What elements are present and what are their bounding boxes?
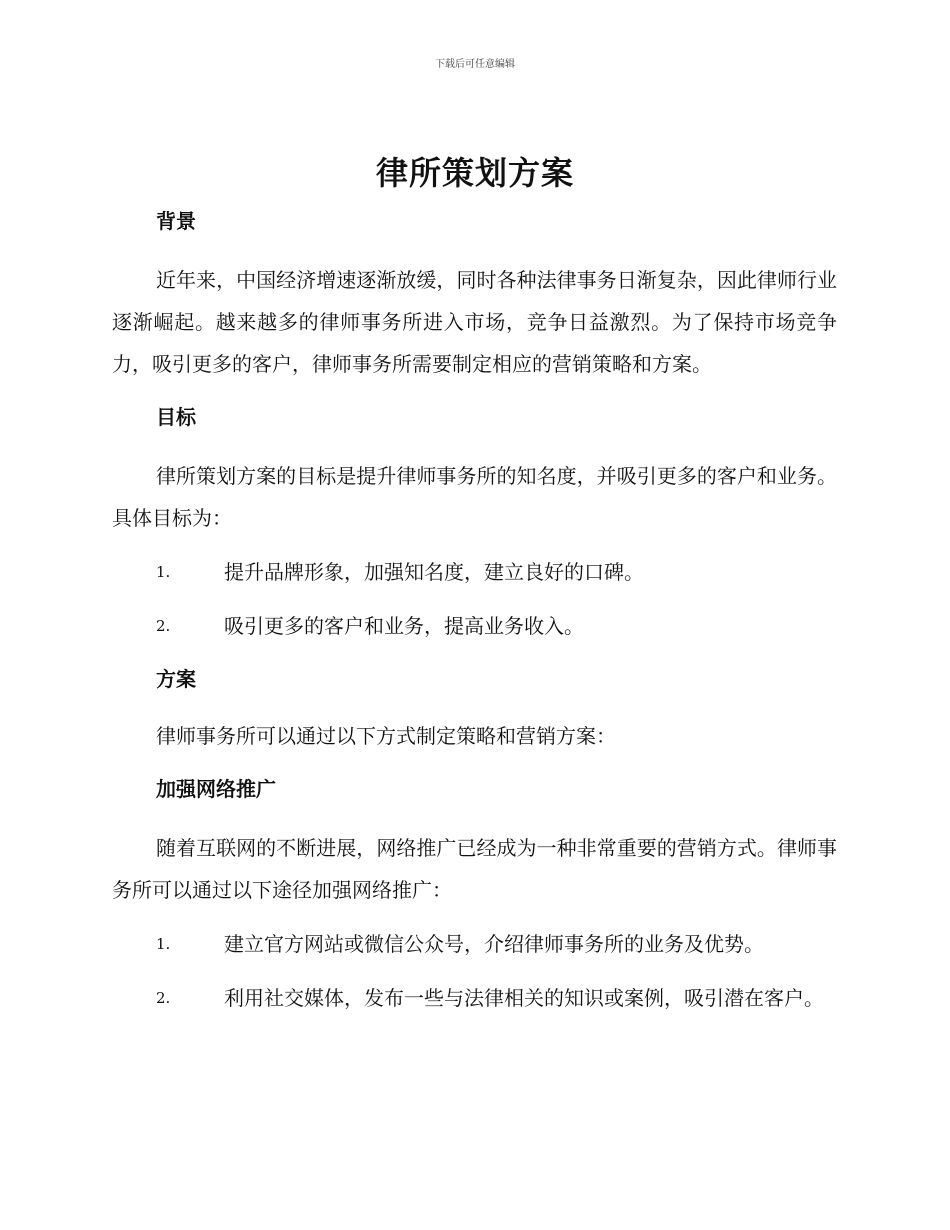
- list-item: [112, 923, 837, 965]
- paragraph-background: 近年来，中国经济增速逐渐放缓，同时各种法律事务日渐复杂，因此律师行业逐渐崛起。越来越多的律师事务所进入市场，竞争日益激烈。为了保持市场竞争力，吸引更多的客户，律师事务所需要制定相应的营销策略和方案。: [112, 268, 837, 376]
- document-body: [112, 205, 837, 1019]
- paragraph-goal: 律所策划方案的目标是提升律师事务所的知名度，并吸引更多的客户和业务。具体目标为：: [112, 464, 837, 530]
- list-item-number: 1.: [156, 563, 171, 581]
- list-item-text: 利用社交媒体，发布一些与法律相关的知识或案例，吸引潜在客户。: [224, 986, 824, 1010]
- section-heading-plan: 方案: [156, 667, 196, 691]
- list-item-text: 建立官方网站或微信公众号，介绍律师事务所的业务及优势。: [224, 932, 764, 956]
- list-item: [112, 551, 837, 593]
- section-heading-goal: 目标: [156, 405, 196, 429]
- page-title: 律所策划方案: [375, 154, 574, 192]
- list-item-number: 2.: [156, 617, 171, 635]
- list-item-number: 2.: [156, 989, 171, 1007]
- list-item-number: 1.: [156, 935, 171, 953]
- list-item: [112, 977, 837, 1019]
- paragraph-plan: 律师事务所可以通过以下方式制定策略和营销方案：: [156, 724, 616, 748]
- paragraph-online: 随着互联网的不断进展，网络推广已经成为一种非常重要的营销方式。律师事务所可以通过以下途径加强网络推广：: [112, 836, 837, 902]
- list-item: [112, 605, 837, 647]
- header-note: 下载后可任意编辑: [435, 59, 515, 70]
- section-heading-online: 加强网络推广: [156, 777, 276, 801]
- list-item-text: 提升品牌形象，加强知名度，建立良好的口碑。: [224, 560, 644, 584]
- list-item-text: 吸引更多的客户和业务，提高业务收入。: [224, 614, 584, 638]
- section-heading-background: 背景: [156, 209, 196, 233]
